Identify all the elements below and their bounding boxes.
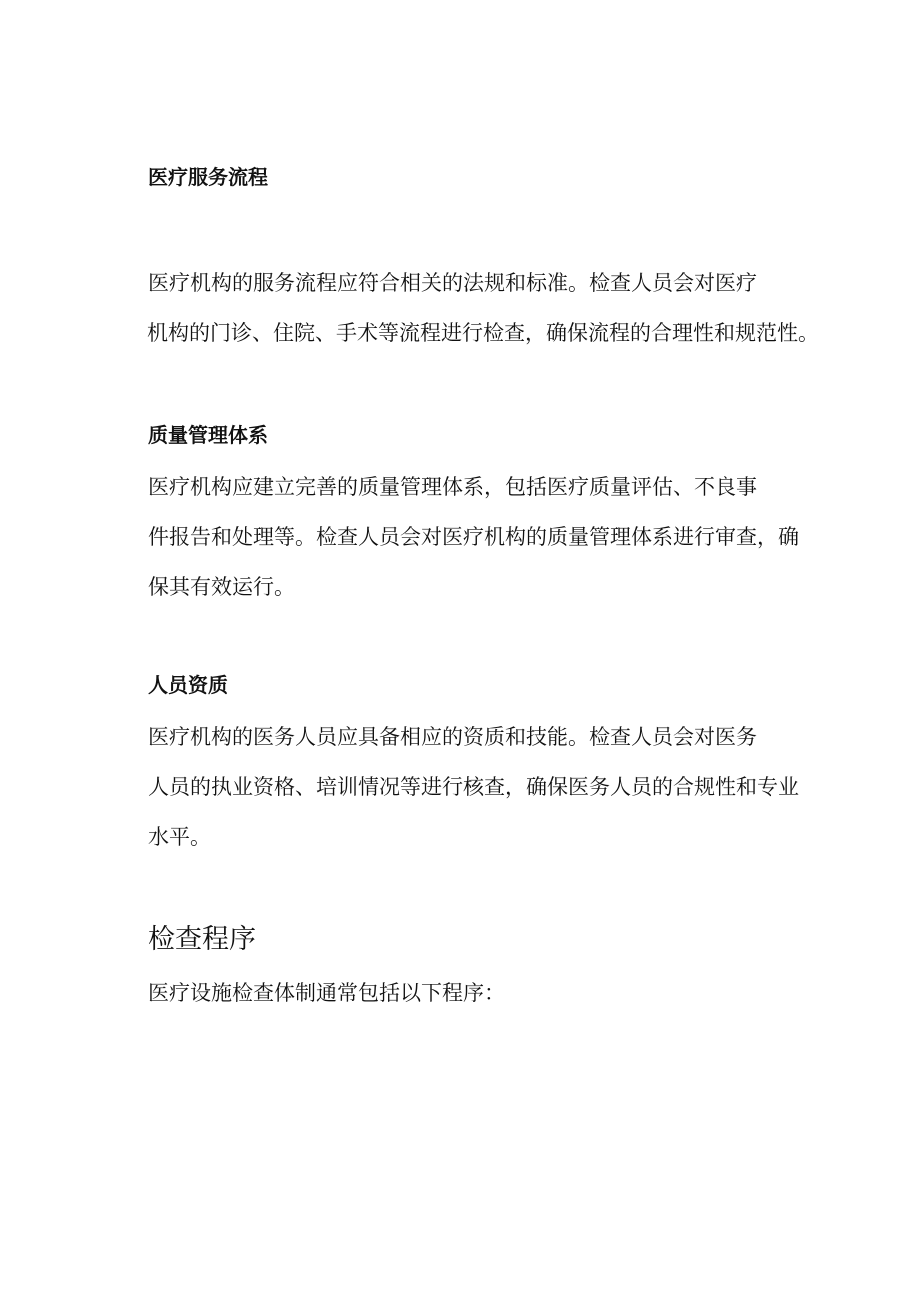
section-title-service-process: 医疗服务流程 (148, 165, 268, 189)
paragraph-line: 保其有效运行。 (148, 575, 295, 599)
paragraph-line: 件报告和处理等。检查人员会对医疗机构的质量管理体系进行审查，确 (148, 525, 799, 549)
paragraph-line: 医疗机构的医务人员应具备相应的资质和技能。检查人员会对医务 (148, 725, 757, 749)
heading-inspection-procedure: 检查程序 (148, 924, 256, 955)
section-body-service-process (148, 258, 828, 358)
document-content (148, 160, 828, 1018)
procedure-intro (148, 968, 828, 1018)
section-title-staff-qualification: 人员资质 (148, 673, 228, 697)
paragraph-line: 医疗机构应建立完善的质量管理体系，包括医疗质量评估、不良事 (148, 475, 757, 499)
paragraph-line: 人员的执业资格、培训情况等进行核查，确保医务人员的合规性和专业 (148, 775, 799, 799)
section-title-quality-management: 质量管理体系 (148, 423, 268, 447)
paragraph-line: 水平。 (148, 825, 211, 849)
paragraph-line: 机构的门诊、住院、手术等流程进行检查，确保流程的合理性和规范性。 (147, 321, 819, 345)
section-body-staff-qualification (148, 712, 828, 862)
paragraph-line: 医疗机构的服务流程应符合相关的法规和标准。检查人员会对医疗 (148, 271, 757, 295)
section-body-quality-management (148, 462, 828, 612)
paragraph-line: 医疗设施检查体制通常包括以下程序： (148, 981, 505, 1005)
